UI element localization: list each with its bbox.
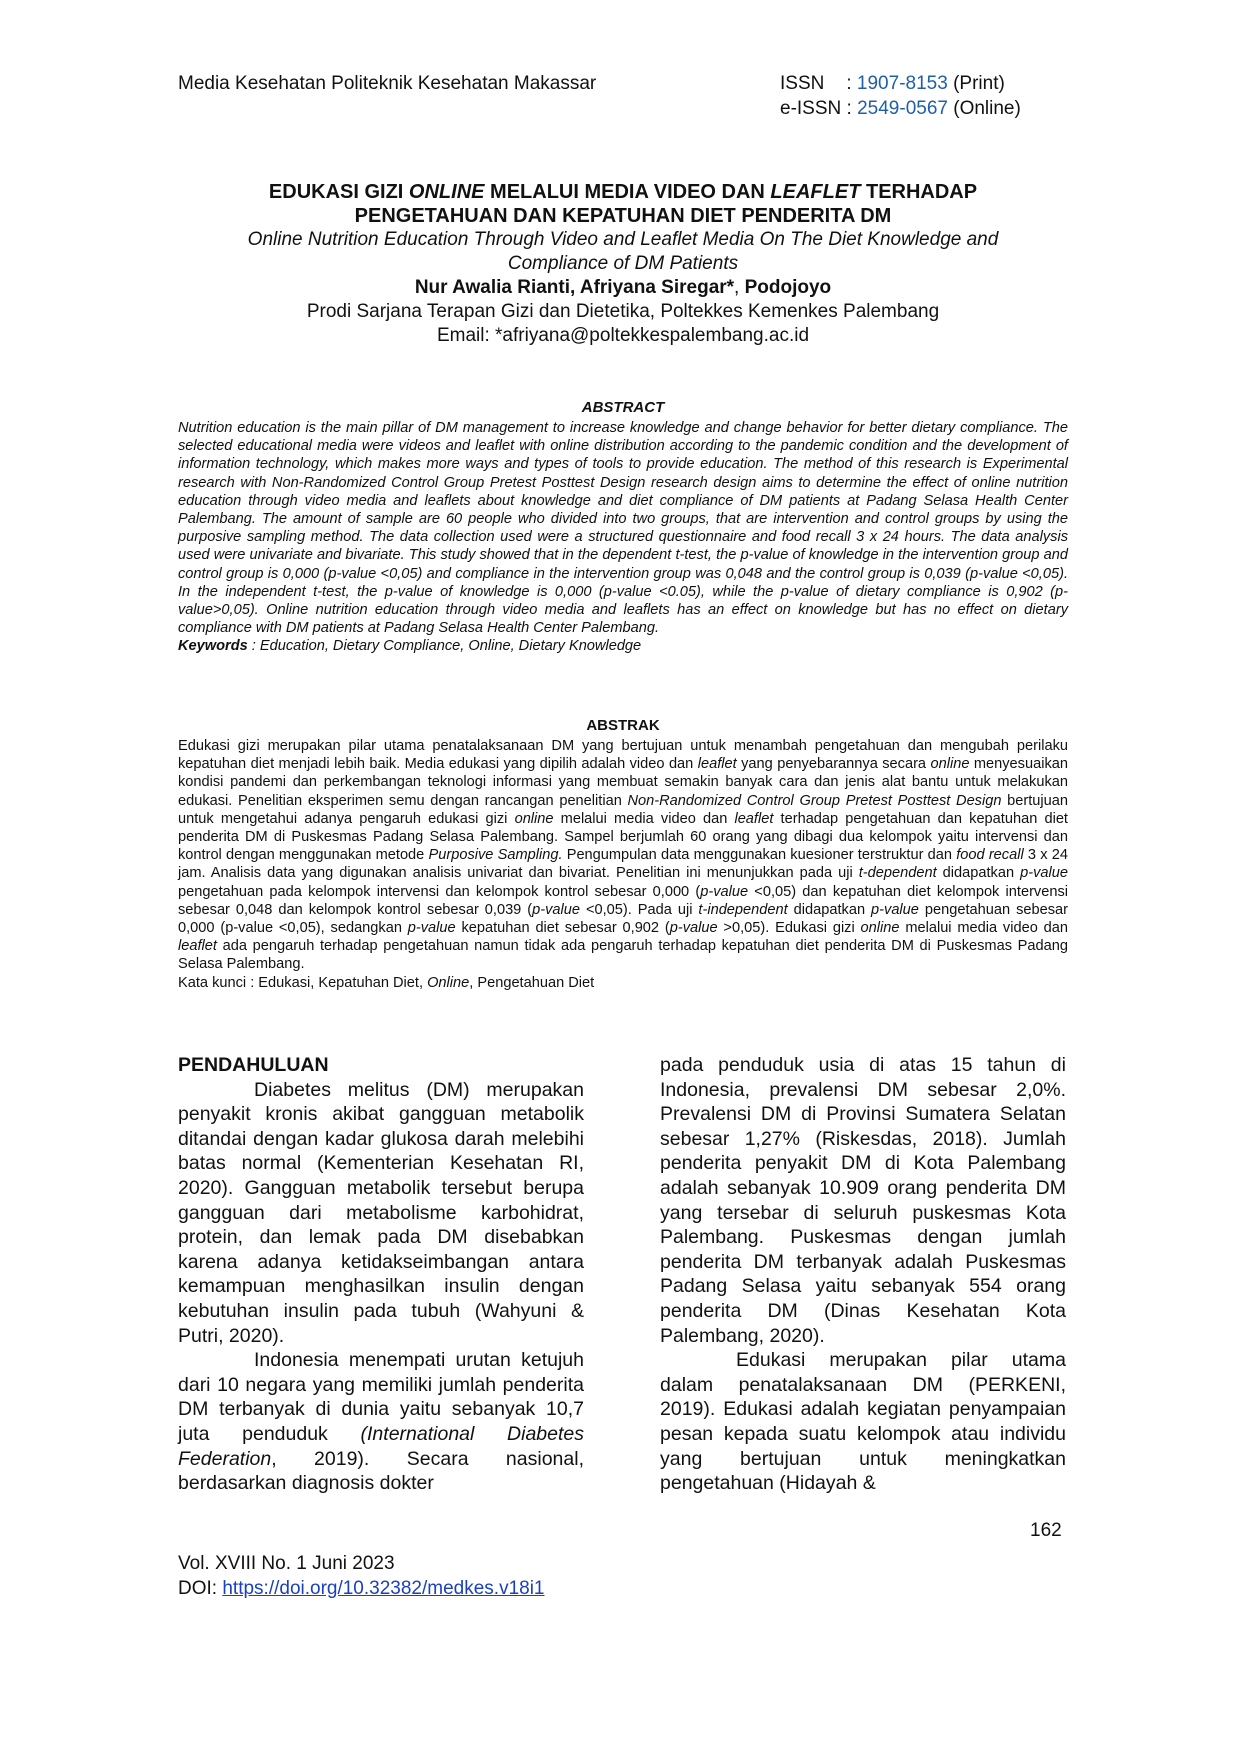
page-number: 162 (1030, 1520, 1062, 1541)
eissn-value[interactable]: 2549-0567 (857, 98, 948, 119)
journal-name: Media Kesehatan Politeknik Kesehatan Makassar (178, 73, 597, 94)
abstract-heading: ABSTRACT (581, 399, 665, 416)
english-title-line2: Compliance of DM Patients (507, 253, 739, 274)
issn-value[interactable]: 1907-8153 (856, 73, 948, 94)
kata-kunci: Kata kunci : Edukasi, Kepatuhan Diet, Online, Pengetahuan Diet (178, 974, 595, 991)
english-title-line1: Online Nutrition Education Through Video and Leaflet Media On The Diet Knowledge and (247, 229, 999, 250)
eissn-type: (Online) (953, 98, 1021, 119)
left-column (178, 1053, 584, 1496)
email: Email: *afriyana@poltekkespalembang.ac.id (436, 325, 810, 346)
intro-paragraph-4: Edukasi merupakan pilar utama dalam penatalaksanaan DM (PERKENI, 2019). Edukasi adalah kegiatan penyampaian pesan kepada suatu kelompok atau individu yang bertujuan untuk meningkatkan pengetahuan (Hidayah & (660, 1349, 1066, 1495)
abstract-english (178, 419, 1068, 656)
keywords: Keywords : Education, Dietary Compliance, Online, Dietary Knowledge (178, 638, 642, 655)
article-title-line1: EDUKASI GIZI ONLINE MELALUI MEDIA VIDEO DAN LEAFLET TERHADAP (268, 181, 978, 203)
author-last: Podojoyo (744, 277, 832, 298)
abstrak-heading: ABSTRAK (586, 717, 660, 734)
authors: Nur Awalia Rianti, Afriyana Siregar*, Podojoyo (414, 277, 832, 298)
issn-print (780, 72, 1005, 96)
abstract-english-body: Nutrition education is the main pillar of DM management to increase knowledge and change behavior for better dietary compliance. The selected educational media were videos and leaflet with online distribution according to the pandemic condition and the development of information technology, which makes more ways and types of tools to provide education. The method of this research is Experimental research with Non-Randomized Control Group Pretest Posttest Design research design aims to determine the effect of online nutrition education through video media and leaflets about knowledge and diet compliance of DM patients at Padang Selasa Health Center Palembang. The amount of sample are 60 people who divided into two groups, that are intervention and control groups by using the purposive sampling method. The data collection used were a structured questionnaire and food recall 3 x 24 hours. The data analysis used were univariate and bivariate. This study showed that in the dependent t-test, the p-value of knowledge in the intervention group and control group is 0,000 (p-value <0,05) and compliance in the intervention group was 0,048 and the control group is 0,039 (p-value <0,05). In the independent t-test, the p-value of knowledge is 0,000 (p-value <0.05), while the p-value of dietary compliance is 0,902 (p-value>0,05). Online nutrition education through video media and leaflets has an effect on knowledge but has no effect on dietary compliance with DM patients at Padang Selasa Health Center Palembang. (178, 420, 1068, 637)
intro-paragraph-3: pada penduduk usia di atas 15 tahun di Indonesia, prevalensi DM sebesar 2,0%. Prevalensi DM di Provinsi Sumatera Selatan sebesar 1,27% (Riskesdas, 2018). Jumlah penderita penyakit DM di Kota Palembang adalah sebanyak 10.909 orang penderita DM yang tersebar di seluruh puskesmas Kota Palembang. Puskesmas dengan jumlah penderita DM terbanyak adalah Puskesmas Padang Selasa yaitu sebanyak 554 orang penderita DM (Dinas Kesehatan Kota Palembang, 2020). (660, 1054, 1066, 1347)
doi-link[interactable]: https://doi.org/10.32382/medkes.v18i1 (222, 1578, 545, 1599)
authors-main: Nur Awalia Rianti, Afriyana Siregar* (414, 277, 735, 298)
right-column (660, 1053, 1066, 1496)
eissn-label: e-ISSN : (780, 98, 852, 119)
intro-paragraph-2: Indonesia menempati urutan ketujuh dari 10 negara yang memiliki jumlah penderita DM terbanyak di dunia yaitu sebanyak 10,7 juta penduduk (International Diabetes Federation, 2019). Secara nasional, berdasarkan diagnosis dokter (178, 1349, 584, 1495)
issn-sep: : (846, 73, 852, 94)
abstrak-body: Edukasi gizi merupakan pilar utama penatalaksanaan DM yang bertujuan untuk menambah pengetahuan dan mengubah perilaku kepatuhan diet menjadi lebih baik. Media edukasi yang dipilih adalah video dan leaflet yang penyebarannya secara online menyesuaikan kondisi pandemi dan perkembangan teknologi informasi yang membuat semakin banyak cara dan jenis alat bantu untuk melakukan edukasi. Penelitian eksperimen semu dengan rancangan penelitian Non-Randomized Control Group Pretest Posttest Design bertujuan untuk mengetahui adanya pengaruh edukasi gizi online melalui media video dan leaflet terhadap pengetahuan dan kepatuhan diet penderita DM di Puskesmas Padang Selasa Palembang. Sampel berjumlah 60 orang yang dibagi dua kelompok yaitu intervensi dan kontrol dengan menggunakan metode Purposive Sampling. Pengumpulan data menggunakan kuesioner terstruktur dan food recall 3 x 24 jam. Analisis data yang digunakan analisis univariat dan bivariat. Penelitian ini menunjukkan pada uji t-dependent didapatkan p-value pengetahuan pada kelompok intervensi dan kelompok kontrol sebesar 0,000 (p-value <0,05) dan kepatuhan diet kelompok intervensi sebesar 0,048 dan kelompok kontrol sebesar 0,039 (p-value <0,05). Pada uji t-independent didapatkan p-value pengetahuan sebesar 0,000 (p-value <0,05), sedangkan p-value kepatuhan diet sebesar 0,902 (p-value >0,05). Edukasi gizi online melalui media video dan leaflet ada pengaruh terhadap pengetahuan namun tidak ada pengaruh terhadap kepatuhan diet penderita DM di Puskesmas Padang Selasa Palembang. (178, 738, 1069, 973)
keywords-label: Keywords (178, 638, 248, 655)
issn-online (780, 97, 1021, 121)
issn-label: ISSN (780, 73, 825, 94)
article-title-line2: PENGETAHUAN DAN KEPATUHAN DIET PENDERITA DM (354, 205, 892, 227)
footer-volume: Vol. XVIII No. 1 Juni 2023 (178, 1553, 395, 1574)
issn-type: (Print) (953, 73, 1005, 94)
intro-paragraph-1: Diabetes melitus (DM) merupakan penyakit kronis akibat gangguan metabolik ditandai dengan kadar glukosa darah melebihi batas normal (Kementerian Kesehatan RI, 2020). Gangguan metabolik tersebut berupa gangguan dari metabolisme karbohidrat, protein, dan lemak pada DM disebabkan karena adanya ketidakseimbangan antara kemampuan menghasilkan insulin dengan kebutuhan insulin pada tubuh (Wahyuni & Putri, 2020). (178, 1078, 584, 1347)
abstrak-indonesia (178, 737, 1068, 992)
affiliation: Prodi Sarjana Terapan Gizi dan Dietetika, Poltekkes Kemenkes Palembang (306, 301, 940, 322)
section-heading-pendahuluan: PENDAHULUAN (178, 1054, 329, 1076)
footer-doi: DOI: https://doi.org/10.32382/medkes.v18i1 (178, 1578, 545, 1599)
